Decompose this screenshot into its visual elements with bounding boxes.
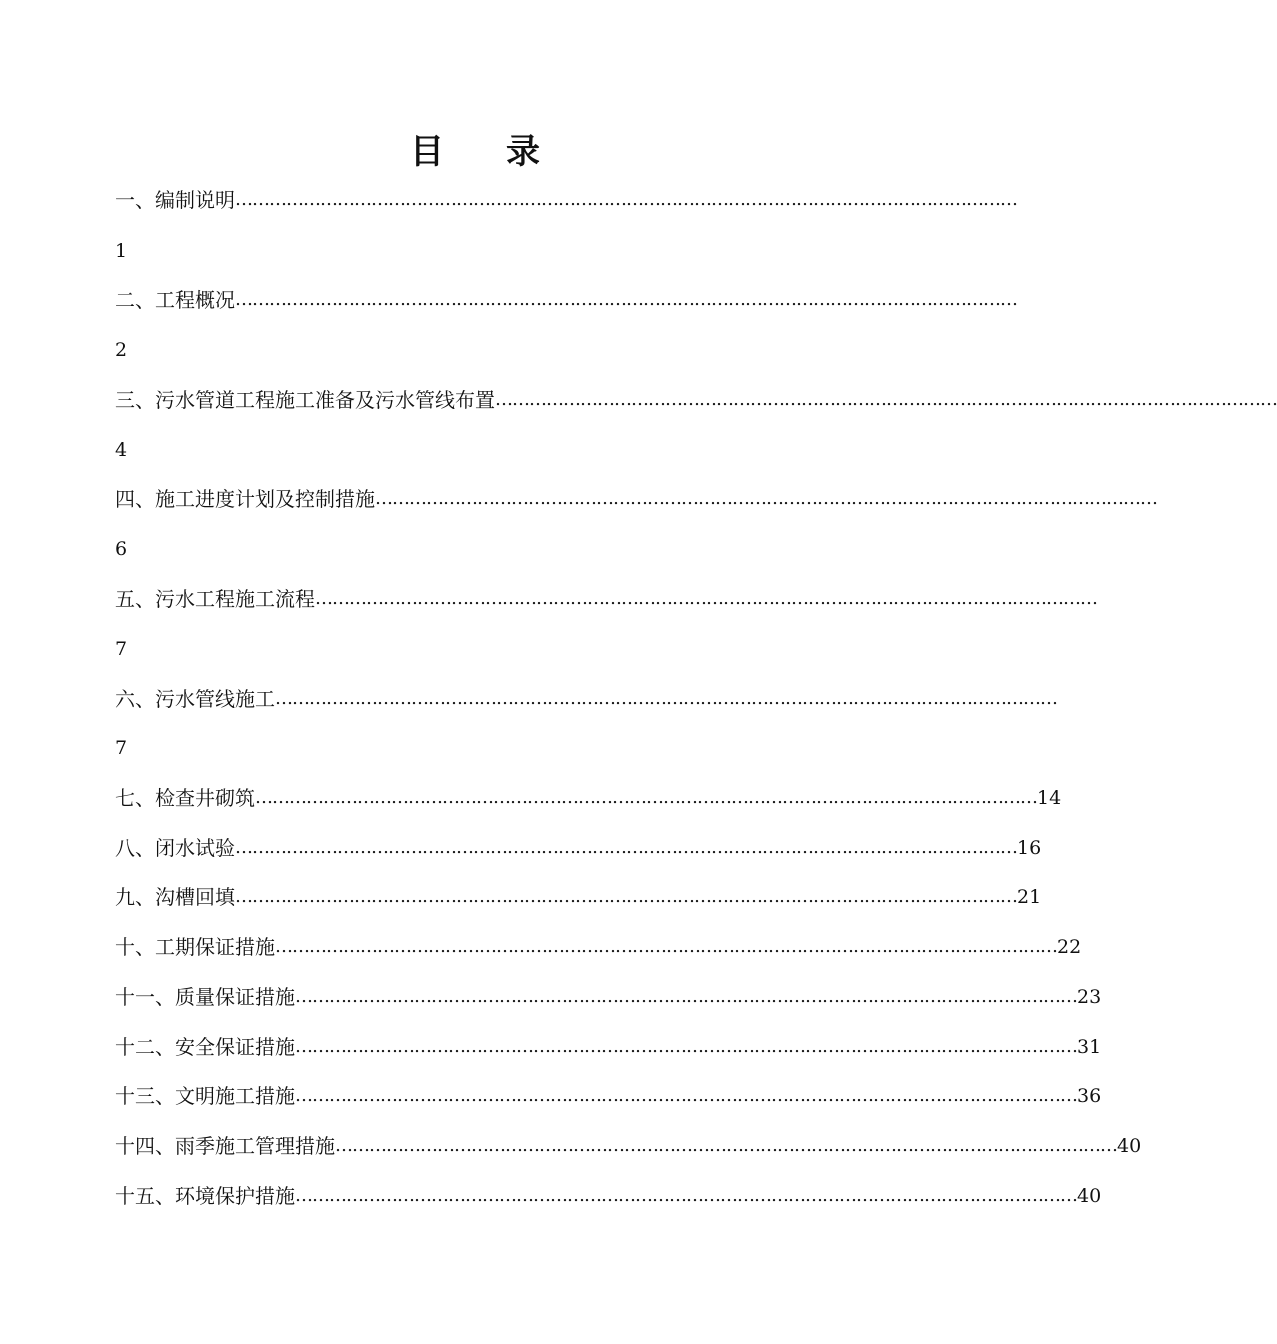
toc-entry-page: 16 [1017,837,1042,859]
toc-entry-label: 四、施工进度计划及控制措施 [115,487,375,511]
toc-entry-page: 22 [1057,936,1082,958]
toc-entry-3[interactable] [115,385,1277,415]
toc-entry-label: 八、闭水试验 [115,836,235,860]
toc-entry-label: 六、污水管线施工 [115,687,275,711]
toc-entry-page: 40 [1077,1185,1102,1207]
toc-entry-8[interactable] [115,833,1042,863]
toc-leader: ………………………………………………………………………………………………………………………… [275,936,1057,957]
toc-entry-10[interactable] [115,932,1082,962]
toc-leader: ………………………………………………………………………………………………………………………… [295,986,1077,1007]
toc-leader: ………………………………………………………………………………………………………………………… [295,1085,1077,1106]
toc-entry-page: 14 [1037,787,1062,809]
toc-entry-label: 十、工期保证措施 [115,935,275,959]
toc-title-char-2: 录 [506,132,540,172]
toc-title-char-1: 目 [410,132,444,172]
toc-entry-5-page: 7 [115,638,128,660]
toc-leader: ………………………………………………………………………………………………………………………… [235,289,1017,310]
toc-entry-2[interactable] [115,285,1017,315]
toc-entry-1-page: 1 [115,240,128,262]
toc-entry-page: 23 [1077,986,1102,1008]
toc-entry-7[interactable] [115,783,1062,813]
toc-entry-11[interactable] [115,982,1102,1012]
toc-leader: ………………………………………………………………………………………………………………………… [495,389,1277,410]
toc-entry-9[interactable] [115,882,1042,912]
toc-entry-13[interactable] [115,1081,1102,1111]
toc-title [0,128,950,176]
toc-entry-4-page: 6 [115,538,128,560]
toc-leader: ………………………………………………………………………………………………………………………… [295,1185,1077,1206]
toc-leader: ………………………………………………………………………………………………………………………… [335,1135,1117,1156]
toc-entry-6[interactable] [115,684,1057,714]
toc-entry-12[interactable] [115,1032,1102,1062]
toc-entry-label: 十五、环境保护措施 [115,1184,295,1208]
toc-entry-label: 五、污水工程施工流程 [115,587,315,611]
toc-leader: ………………………………………………………………………………………………………………………… [295,1036,1077,1057]
toc-leader: ………………………………………………………………………………………………………………………… [235,837,1017,858]
toc-leader: ………………………………………………………………………………………………………………………… [375,488,1157,509]
toc-entry-label: 一、编制说明 [115,188,235,212]
toc-entry-label: 十一、质量保证措施 [115,985,295,1009]
toc-entry-1[interactable] [115,185,1017,215]
toc-entry-label: 十二、安全保证措施 [115,1035,295,1059]
toc-entry-label: 七、检查井砌筑 [115,786,255,810]
toc-leader: ………………………………………………………………………………………………………………………… [275,688,1057,709]
toc-entry-page: 31 [1077,1036,1102,1058]
toc-entry-6-page: 7 [115,737,128,759]
toc-entry-page: 40 [1117,1135,1142,1157]
toc-entry-3-page: 4 [115,439,128,461]
toc-entry-label: 九、沟槽回填 [115,885,235,909]
toc-entry-4[interactable] [115,484,1157,514]
toc-entry-label: 二、工程概况 [115,288,235,312]
toc-entry-5[interactable] [115,584,1097,614]
toc-entry-label: 十四、雨季施工管理措施 [115,1134,335,1158]
toc-leader: ………………………………………………………………………………………………………………………… [255,787,1037,808]
toc-entry-label: 三、污水管道工程施工准备及污水管线布置 [115,388,495,412]
toc-leader: ………………………………………………………………………………………………………………………… [235,886,1017,907]
toc-leader: ………………………………………………………………………………………………………………………… [315,588,1097,609]
toc-entry-page: 36 [1077,1085,1102,1107]
toc-entry-page: 21 [1017,886,1042,908]
toc-entry-2-page: 2 [115,339,128,361]
toc-entry-label: 十三、文明施工措施 [115,1084,295,1108]
toc-entry-15[interactable] [115,1181,1102,1211]
toc-entry-14[interactable] [115,1131,1142,1161]
toc-leader: ………………………………………………………………………………………………………………………… [235,189,1017,210]
